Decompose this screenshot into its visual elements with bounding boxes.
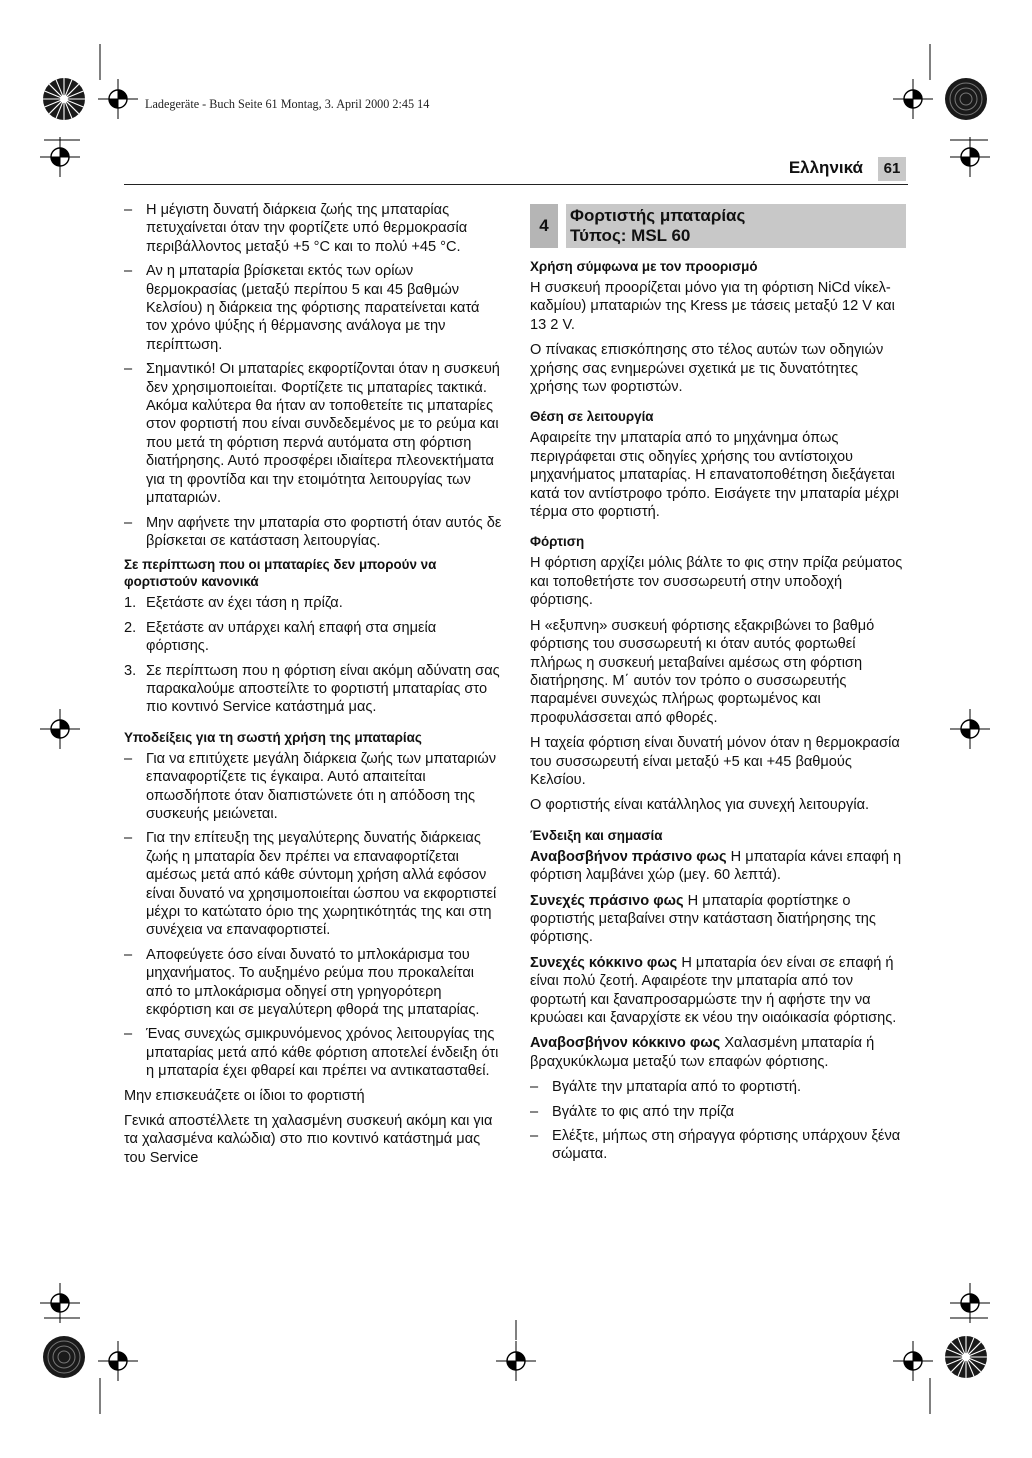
section-title-line-2: Τύπος: MSL 60 [570, 226, 691, 245]
section-title-line-1: Φορτιστής μπαταρίας [570, 206, 746, 225]
indication-green-blinking [530, 848, 908, 885]
operation-heading: Θέση σε λειτουργία [530, 409, 654, 425]
right-column [530, 201, 908, 1170]
list-item: – Αποφεύγετε όσο είναι δυνατό το μπλοκάρισμα του μηχανήματος. Το αυξημένο ρεύμα που προκαλείται από το μπλοκάρισμα οδηγεί στη γρηγορότερη εκφόρτιση και σε μεγαλύτερη φθορά της μπαταρίας. [124, 946, 480, 1019]
charging-text-2: Η «εξυπνη» συσκευή φόρτισης εξακριβώνει το βαθμό φόρτισης του συσσωρευτή κι όταν αυτός φορτωθεί πλήρως η συσκευή μεταβαίνει αμέσως στη φόρτιση διατήρησης. Μ΄ αυτόν τον τρόπο ο συσσωρευτής παραμένει συνεχώς πλήρως φορτωμένος και προφυλάσσεται από φθορές. [530, 617, 875, 726]
charging-text-1: Η φόρτιση αρχίζει μόλις βάλτε το φις στην πρίζα ρεύματος και τοποθετήστε τον συσσωρευτή στην υποδοχή φόρτισης. [530, 555, 903, 609]
indication-green-steady [530, 892, 908, 947]
left-column [124, 201, 502, 1174]
indication-text: Χαλασμένη μπαταρία ή βραχυκύκλωμα μεταξύ των επαφών φόρτισης. [530, 1035, 875, 1070]
repair-text: Γενικά αποστέλλετε τη χαλασμένη συσκευή ακόμη και για τα χαλασμένα καλώδια) στο πιο κοντινό κατάστημά μας του Service [124, 1113, 493, 1166]
intended-use-heading: Χρήση σύμφωνα με τον προορισμό [530, 259, 758, 274]
list-item: 1. Εξετάστε αν έχει τάση η πρίζα. [124, 595, 343, 612]
tips-list [124, 750, 502, 1081]
section-title [566, 204, 906, 248]
temperature-notes [124, 201, 502, 550]
indication-text: Η μπαταρία κάνει επαφή η φόρτιση λαμβάνει χώρ (μεγ. 60 λεπτά). [530, 848, 902, 884]
indication-term: Αναβοσβήνον πράσινο φως [530, 848, 727, 865]
trouble-steps [124, 594, 502, 716]
indication-heading: Ένδειξη και σημασία [530, 827, 663, 843]
list-item: – Ελέξτε, μήπως στη σήραγγα φόρτισης υπάρχουν ξένα σώματα. [530, 1128, 901, 1163]
list-item: – Μην αφήνετε την μπαταρία στο φορτιστή όταν αυτός δε βρίσκεται σε κατάσταση λειτουργίας. [124, 514, 502, 549]
trouble-heading: Σε περίπτωση που οι μπαταρίες δεν μπορούν να φορτιστούν κανονικά [124, 557, 437, 590]
print-slug-line: Ladegeräte - Buch Seite 61 Montag, 3. April 2000 2:45 14 [145, 97, 430, 111]
list-item: – Η μέγιστη δυνατή διάρκεια ζωής της μπαταρίας πετυχαίνεται όταν την φορτίζετε υπό θερμοκρασία περιβάλλοντος μεταξύ +5 °C και το πολύ +45 °C. [124, 202, 468, 255]
page-number: 61 [878, 157, 906, 181]
list-item: – Βγάλτε την μπαταρία από το φορτιστή. [530, 1079, 802, 1096]
indication-term: Συνεχές κόκκινο φως [530, 954, 678, 971]
charging-text-3: Η ταχεία φόρτιση είναι δυνατή μόνον όταν η θερμοκρασία του συσσωρευτή είναι μεταξύ +5 και +45 βαθμούς Κελσίου. [530, 735, 900, 788]
list-item: – Ένας συνεχώς σμικρυνόμενος χρόνος λειτουργίας της μπαταρίας μετά από κάθε φόρτιση αποτελεί ένδειξη ότι η μπαταρία έχει φθαρεί και πρέπει να αντικατασταθεί. [124, 1026, 499, 1080]
indication-term: Αναβοσβήνον κόκκινο φως [530, 1035, 721, 1052]
fault-steps [530, 1078, 908, 1164]
indication-red-blinking [530, 1034, 908, 1071]
list-item: 2. Εξετάστε αν υπάρχει καλή επαφή στα σημεία φόρτισης. [124, 619, 437, 655]
repair-warning: Μην επισκευάζετε οι ίδιοι το φορτιστή [124, 1087, 365, 1104]
indication-text: Η μπαταρία όεν είναι σε επαφή ή είναι πολύ ζεοτή. Αφαιρέοτε την μπαταρία από τον φορτωτή και ξαναπροσαρμώστε την ή αφήστε την να κρυώαει και ξαναρχίστε εκ νέου την οιαόικασία φόρτισης. [530, 954, 897, 1026]
list-item: 3. Σε περίπτωση που η φόρτιση είναι ακόμη αδύνατη σας παρακαλούμε αποστείλτε το φορτιστή μπαταρίας στο πιο κοντινό Service κατάστημά μας. [124, 662, 500, 716]
charging-text-4: Ο φορτιστής είναι κατάλληλος για συνεχή λειτουργία. [530, 797, 870, 814]
list-item: – Για να επιτύχετε μεγάλη διάρκεια ζωής των μπαταριών επαναφορτίζετε τις έγκαιρα. Αυτό απαιτείται οπωσδήποτε όταν διαπιστώνετε ότι η απόδοση της συσκευής μειώνεται. [124, 750, 497, 822]
intended-use-text-2: Ο πίνακας επισκόπησης στο τέλος αυτών των οδηγιών χρήσης σας ενημερώνει σχετικά με τις δυνατότητες χρήσης των φορτιστών. [530, 342, 884, 396]
indication-term: Συνεχές πράσινο φως [530, 892, 684, 909]
page-language-header: Ελληνικά [788, 158, 863, 177]
section-number: 4 [530, 204, 558, 248]
list-item: – Βγάλτε το φις από την πρίζα [530, 1103, 735, 1120]
intended-use-text-1: Η συσκευή προορίζεται μόνο για τη φόρτιση NiCd νίκελ-καδμίου) μπαταριών της Kress με τάσεις μεταξύ 12 V και 13 2 V. [530, 280, 895, 333]
tips-heading: Υποδείξεις για τη σωστή χρήση της μπαταρίας [124, 729, 422, 745]
indication-red-steady [530, 954, 908, 1028]
indication-text: Η μπαταρία φορτίστηκε ο φορτιστής μεταβαίνει στην κατάσταση διατήρησης της φόρτισης. [530, 892, 876, 946]
list-item: – Για την επίτευξη της μεγαλύτερης δυνατής διάρκειας ζωής η μπαταρία δεν πρέπει να επαναφορτίζεται αμέσως μετά από κάθε σύντομη χρήση αλλά εφόσον είναι δυνατό να χρησιμοποιείται ώσπου να εκφορτιστεί μέχρι το κατώτατο όριο της χωρητικότητάς της και στη συνέχεια να επαναφορτιστεί. [124, 830, 497, 939]
list-item: – Αν η μπαταρία βρίσκεται εκτός των ορίων θερμοκρασίας (μεταξύ περίπου 5 και 45 βαθμών Κελσίου) η διάρκεια της φόρτισης παρατείνεται κατά τον χρόνο ψύξης ή θέρμανσης ανάλογα με την περίπτωση. [124, 263, 480, 353]
operation-text: Αφαιρείτε την μπαταρία από το μηχάνημα όπως περιγράφεται στις οδηγίες χρήσης του αντίστοιχου μηχανήματος μπαταρίας. Η επανατοποθέτηση διεξάγεται κατά τον αντίστροφο τρόπο. Εισάγετε την μπαταρία μέχρι τέρμα στο φορτιστή. [530, 430, 899, 521]
charging-heading: Φόρτιση [530, 534, 585, 550]
section-title-box [530, 204, 908, 248]
list-item: – Σημαντικό! Οι μπαταρίες εκφορτίζονται όταν η συσκευή δεν χρησιμοποιείται. Φορτίζετε τις μπαταρίες τακτικά. Ακόμα καλύτερα θα ήταν αν τοποθετείτε τις μπαταρίες στον φορτιστή που είναι συνδεδεμένος με το ρεύμα και που μετά τη φόρτιση περνά αυτόματα στη φόρτιση διατήρησης. Αυτό προσφέρει ιδιαίτερα πλεονεκτήματα για τη φροντίδα και την ετοιμότητα λειτουργίας των μπαταριών. [124, 361, 500, 507]
header-rule [124, 184, 908, 185]
